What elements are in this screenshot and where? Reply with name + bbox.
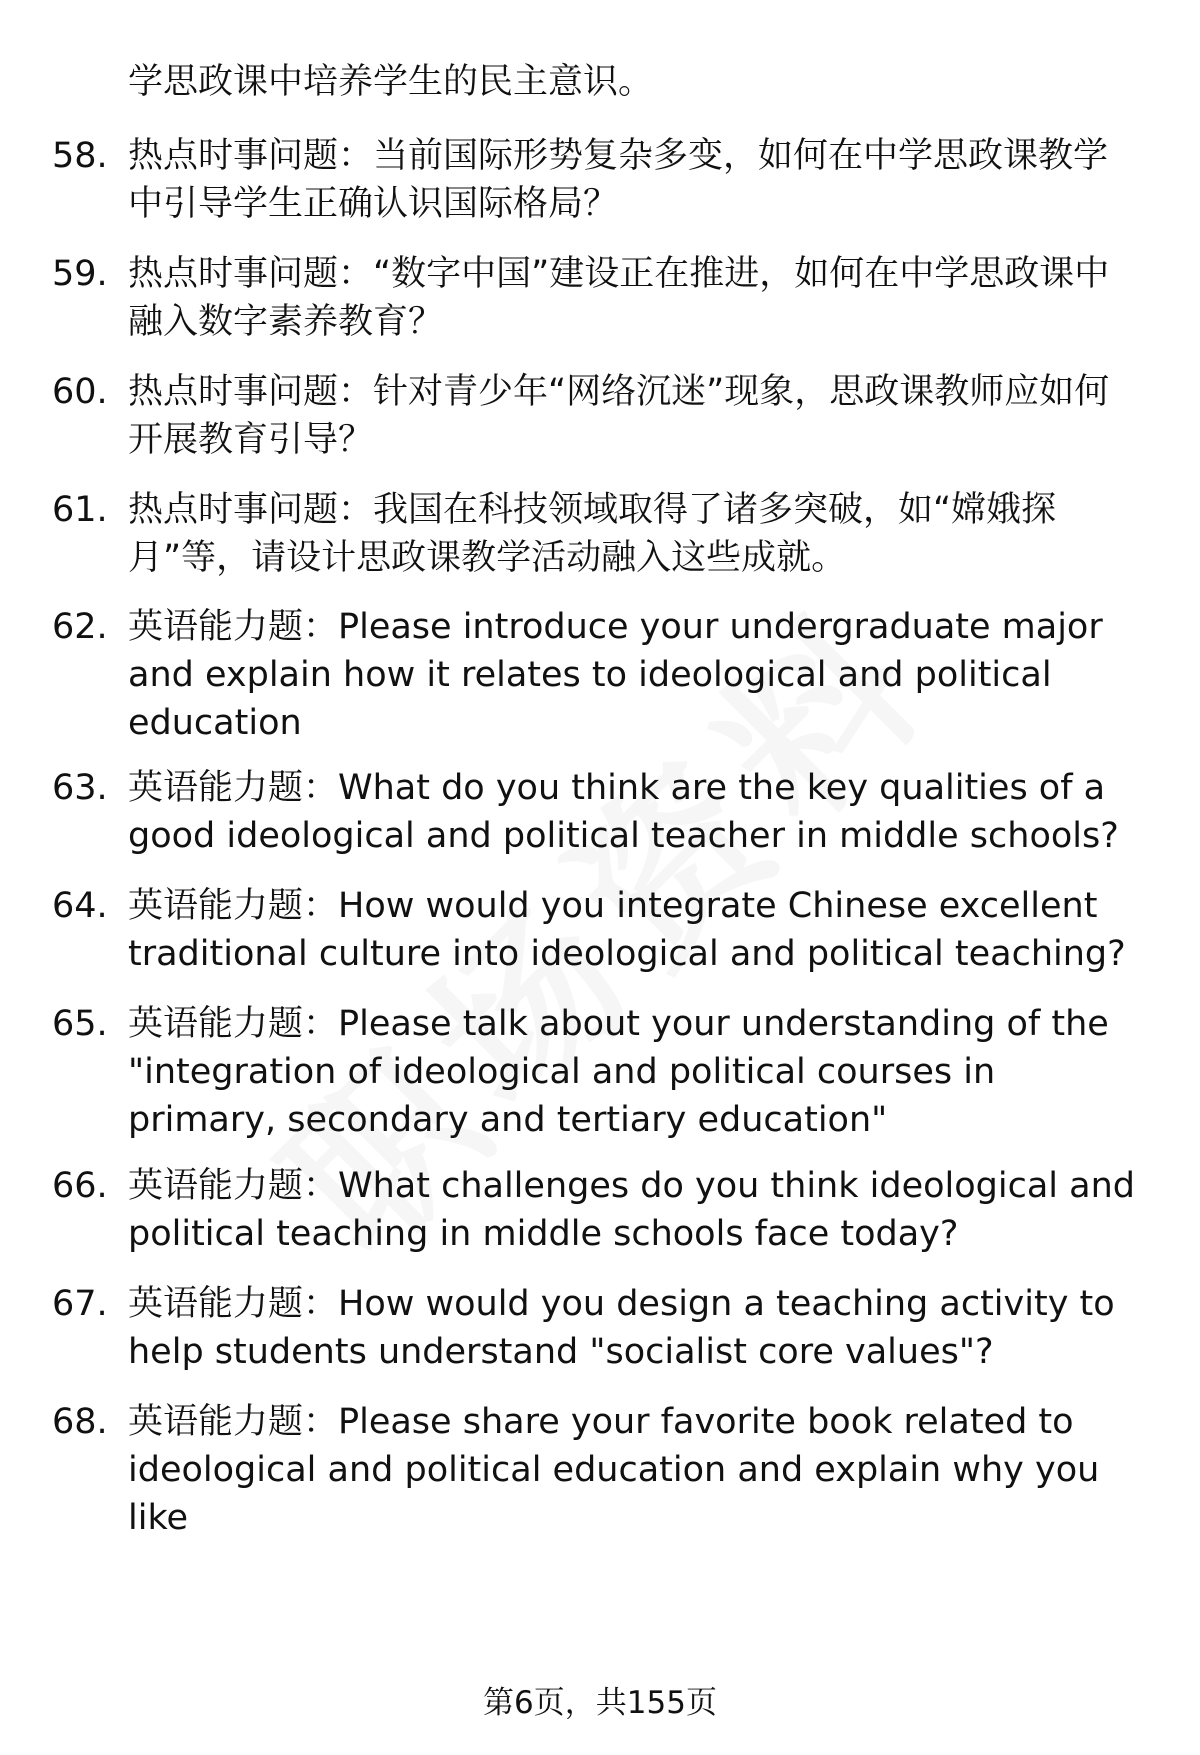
question-text: 英语能力题：What challenges do you think ideological and political teaching in middle schools face today? xyxy=(128,1166,1135,1254)
continued-question-text: 学思政课中培养学生的民主意识。 xyxy=(128,62,654,102)
question-text: 热点时事问题：我国在科技领域取得了诸多突破，如“嫦娥探月”等，请设计思政课教学活动融入这些成就。 xyxy=(128,490,1057,578)
question-number: 62. xyxy=(52,607,108,647)
question-text: 英语能力题：Please share your favorite book related to ideological and political education and explain why you like xyxy=(128,1402,1100,1538)
question-number: 61. xyxy=(52,490,108,530)
question-number: 59. xyxy=(52,254,108,294)
question-text: 热点时事问题：针对青少年“网络沉迷”现象，思政课教师应如何开展教育引导？ xyxy=(128,372,1110,460)
question-text: 热点时事问题：“数字中国”建设正在推进，如何在中学思政课中融入数字素养教育？ xyxy=(128,254,1110,342)
question-text: 英语能力题：What do you think are the key qualities of a good ideological and political teacher in middle schools? xyxy=(128,768,1119,856)
question-number: 60. xyxy=(52,372,108,412)
question-number: 65. xyxy=(52,1004,108,1044)
question-number: 68. xyxy=(52,1402,108,1442)
page-number-footer: 第6页，共155页 xyxy=(483,1685,717,1721)
question-number: 58. xyxy=(52,136,108,176)
question-text: 英语能力题：How would you integrate Chinese excellent traditional culture into ideological and political teaching? xyxy=(128,886,1126,974)
question-number: 66. xyxy=(52,1166,108,1206)
question-text: 英语能力题：Please introduce your undergraduate major and explain how it relates to ideological and political education xyxy=(128,607,1103,743)
question-text: 热点时事问题：当前国际形势复杂多变，如何在中学思政课教学中引导学生正确认识国际格局？ xyxy=(128,136,1109,224)
question-text: 英语能力题：Please talk about your understanding of the "integration of ideological and political courses in primary, secondary and tertiary education" xyxy=(128,1004,1109,1140)
question-number: 63. xyxy=(52,768,108,808)
question-text: 英语能力题：How would you design a teaching activity to help students understand "socialist core values"? xyxy=(128,1284,1115,1372)
question-number: 67. xyxy=(52,1284,108,1324)
question-number: 64. xyxy=(52,886,108,926)
